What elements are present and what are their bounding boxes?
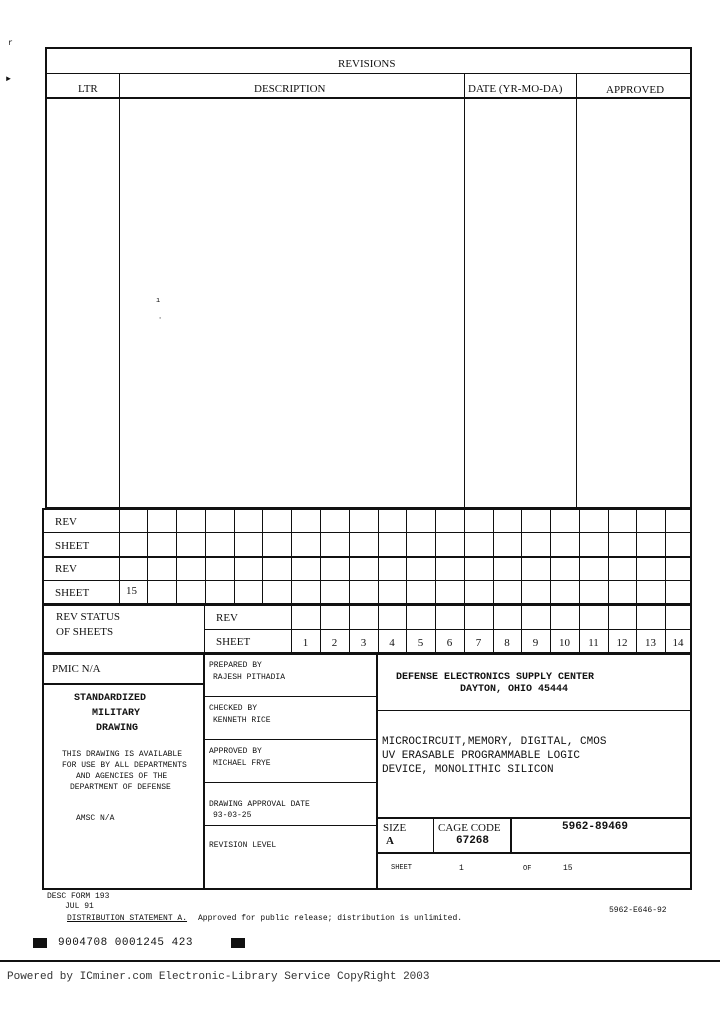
availability-line4: DEPARTMENT OF DEFENSE (70, 783, 171, 792)
grid-column-line (608, 509, 609, 604)
col-header-approved: APPROVED (606, 84, 665, 96)
grid-column-line (406, 509, 407, 604)
rev-status-label-1: REV STATUS (56, 611, 121, 623)
sheet-number-9: 9 (532, 637, 539, 649)
sheet-number-6: 6 (446, 637, 453, 649)
size-value: A (386, 835, 394, 847)
grid-column-line (119, 509, 120, 604)
grid-column-line (493, 509, 494, 604)
sig-divider (204, 739, 377, 740)
desc-form: DESC FORM 193 (47, 892, 110, 901)
grid-column-line (521, 509, 522, 604)
cage-code-label: CAGE CODE (438, 822, 501, 834)
barcode-block-left (33, 938, 47, 948)
sheet-number-4: 4 (389, 637, 395, 649)
sheet-number-10: 10 (559, 637, 570, 649)
grid-column-line (378, 509, 379, 604)
rev-status-mid (204, 629, 692, 630)
drawing-number: 5962-89469 (562, 821, 629, 833)
cage-col (510, 818, 512, 852)
pmic-divider (42, 683, 205, 685)
col-divider (464, 74, 465, 509)
sig-divider (204, 825, 377, 826)
rev-grid-row (42, 532, 692, 533)
grid-column-line (636, 509, 637, 604)
col-divider (576, 74, 577, 509)
availability-line2: FOR USE BY ALL DEPARTMENTS (62, 761, 187, 770)
agency-line2: DAYTON, OHIO 45444 (460, 684, 569, 695)
col-header-description: DESCRIPTION (254, 83, 326, 95)
grid-column-line (464, 509, 465, 604)
sig-divider (204, 696, 377, 697)
revisions-header-bottom (45, 97, 692, 99)
of-value: 15 (563, 864, 573, 873)
sheet-number-5: 5 (417, 637, 424, 649)
pmic-label: PMIC N/A (52, 663, 101, 675)
barcode-block-right (231, 938, 245, 948)
grid-column-line (147, 509, 148, 604)
grid-column-line (234, 509, 235, 604)
grid-column-line (665, 509, 666, 604)
approval-date-value: 93-03-25 (213, 811, 252, 820)
approved-name: MICHAEL FRYE (213, 759, 271, 768)
std-title-line3: DRAWING (96, 723, 139, 734)
size-divider (377, 852, 691, 854)
barcode-text: 9004708 0001245 423 (58, 937, 193, 949)
rev-status-rev-label: REV (216, 612, 238, 624)
checked-name: KENNETH RICE (213, 716, 271, 725)
footer-rule (0, 960, 720, 962)
grid-column-line (579, 509, 580, 604)
col-divider (119, 74, 120, 509)
size-label: SIZE (383, 822, 407, 834)
std-title-line1: STANDARDIZED (74, 693, 147, 704)
sheet-number-13: 13 (645, 637, 656, 649)
amsc-label: AMSC N/A (76, 814, 115, 823)
grid-sheet-value: 15 (126, 585, 137, 597)
signature-box (203, 653, 378, 890)
grid-column-line (176, 509, 177, 604)
grid-sheet-label-1: SHEET (55, 540, 90, 552)
revision-level-label: REVISION LEVEL (209, 841, 277, 850)
title-divider (377, 817, 691, 819)
sheet-number-3: 3 (360, 637, 367, 649)
distribution-label: DISTRIBUTION STATEMENT A. (67, 914, 188, 923)
prepared-name: RAJESH PITHADIA (213, 673, 286, 682)
revisions-title: REVISIONS (338, 58, 396, 70)
sheet-number-11: 11 (588, 637, 599, 649)
rev-status-sheet-label: SHEET (216, 636, 251, 648)
agency-line1: DEFENSE ELECTRONICS SUPPLY CENTER (396, 672, 595, 683)
title-line2: UV ERASABLE PROGRAMMABLE LOGIC (382, 750, 581, 762)
sheet-number-12: 12 (616, 637, 628, 649)
distribution-text: Approved for public release; distribution is unlimited. (198, 914, 463, 923)
scan-mark: ► (6, 75, 11, 84)
availability-line1: THIS DRAWING IS AVAILABLE (62, 750, 183, 759)
availability-line3: AND AGENCIES OF THE (76, 772, 168, 781)
grid-column-line (291, 509, 292, 604)
cage-code-value: 67268 (456, 835, 490, 847)
agency-divider (377, 710, 691, 711)
grid-rev-label-1: REV (55, 516, 77, 528)
prepared-label: PREPARED BY (209, 661, 262, 670)
grid-column-line (550, 509, 551, 604)
std-title-line2: MILITARY (92, 708, 141, 719)
grid-column-line (262, 509, 263, 604)
size-col (433, 818, 434, 852)
doc-code: 5962-E646-92 (609, 906, 667, 915)
grid-column-line (320, 509, 321, 604)
stray-mark: ı (156, 297, 161, 305)
powered-by: Powered by ICminer.com Electronic-Library Service CopyRight 2003 (7, 971, 430, 983)
sig-divider (204, 782, 377, 783)
grid-rev-label-2: REV (55, 563, 77, 575)
sheet-number-1: 1 (302, 637, 309, 649)
rev-status-label-2: OF SHEETS (56, 626, 114, 638)
revisions-divider (45, 73, 692, 74)
stray-mark: · (158, 315, 163, 323)
sheet-value: 1 (459, 864, 464, 873)
grid-sheet-label-2: SHEET (55, 587, 90, 599)
rev-grid-row (42, 556, 692, 558)
sheet-number-8: 8 (504, 637, 510, 649)
col-header-date: DATE (YR-MO-DA) (468, 83, 563, 95)
grid-column-line (349, 509, 350, 604)
col-header-ltr: LTR (78, 83, 98, 95)
grid-column-line (205, 509, 206, 604)
of-label: OF (523, 865, 532, 873)
desc-form-date: JUL 91 (65, 902, 94, 911)
checked-label: CHECKED BY (209, 704, 258, 713)
grid-column-line (435, 509, 436, 604)
rev-grid-row (42, 580, 692, 581)
scan-mark: r (8, 39, 13, 48)
revisions-box (45, 47, 692, 509)
sheet-label: SHEET (391, 864, 413, 872)
sheet-number-14: 14 (672, 637, 684, 649)
approved-label: APPROVED BY (209, 747, 262, 756)
title-line1: MICROCIRCUIT,MEMORY, DIGITAL, CMOS (382, 736, 607, 748)
title-line3: DEVICE, MONOLITHIC SILICON (382, 764, 554, 776)
approval-date-label: DRAWING APPROVAL DATE (209, 800, 310, 809)
sheet-number-7: 7 (475, 637, 482, 649)
sheet-number-2: 2 (331, 637, 338, 649)
